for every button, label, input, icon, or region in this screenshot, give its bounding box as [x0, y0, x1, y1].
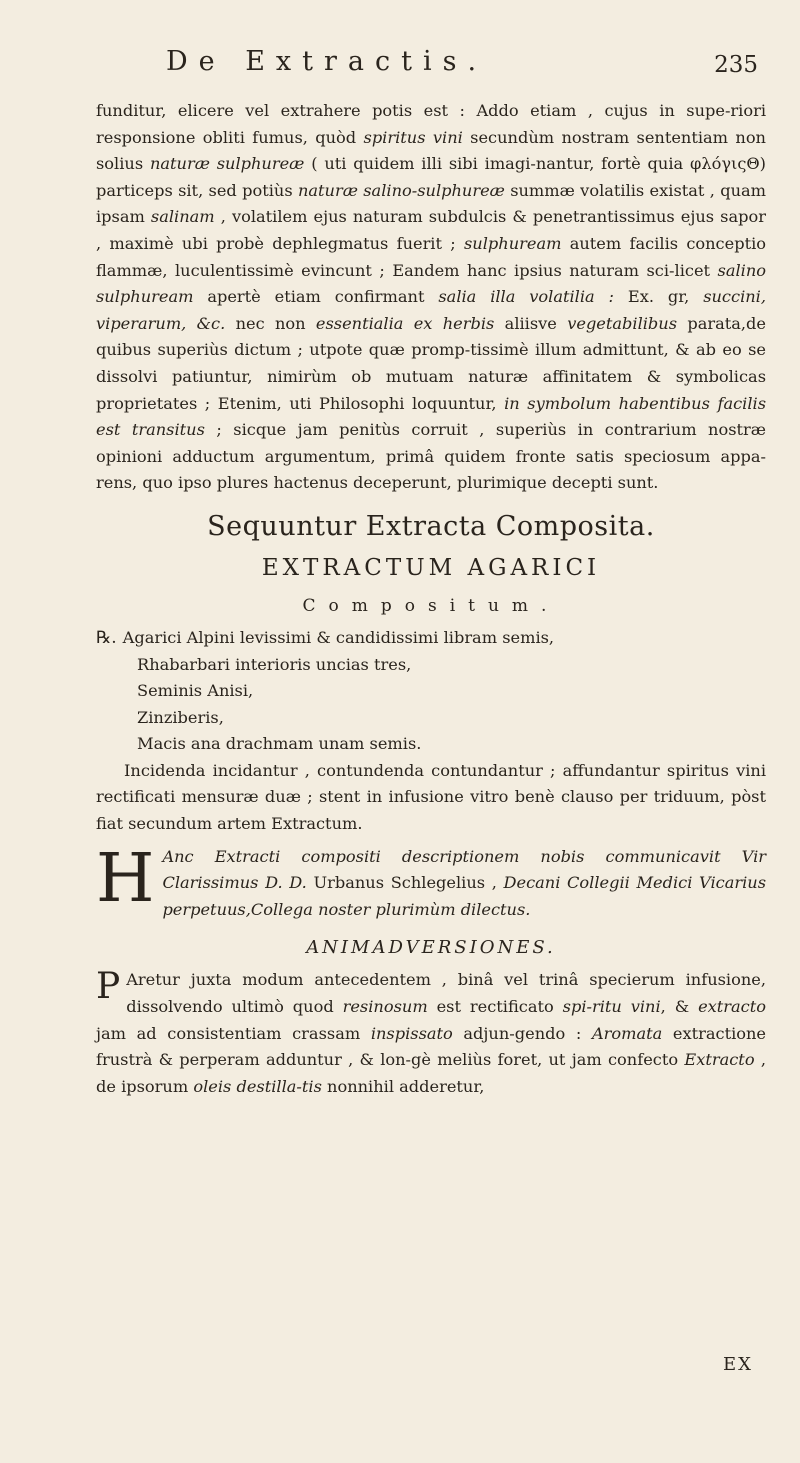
italic-run: naturæ sulphureæ: [149, 154, 305, 174]
text-run: , de ipsorum: [96, 1050, 766, 1096]
ingredient-line: [96, 625, 766, 652]
italic-run: salinam: [150, 207, 215, 227]
page-number: 235: [714, 52, 758, 78]
section-heading: Sequuntur Extracta Composita.: [207, 510, 655, 542]
italic-run: Aromata: [591, 1023, 663, 1043]
catchword: EX: [723, 1354, 753, 1375]
paragraph-preparation: Incidenda incidantur , contundenda contundantur ; affundantur spiritus vini rectificati mensuræ duæ ; stent in infusione vitro benè clauso per triduum, pòst fiat secundum artem Extractum.: [96, 760, 766, 834]
text-run: nonnihil adderetur,: [321, 1076, 485, 1096]
italic-run: Anc Extracti compositi descriptionem nobis communicavit Vir Clarissimus D. D.: [162, 846, 766, 893]
ingredient-text: Agarici Alpini levissimi & candidissimi libram semis,: [122, 627, 555, 647]
ingredient-line: Rhabarbari interioris uncias tres,: [137, 654, 412, 674]
running-title: De Extractis.: [166, 46, 488, 77]
italic-run: resinosum: [342, 997, 428, 1017]
text-run: jam ad consistentiam crassam: [96, 1023, 371, 1043]
recipe-ingredients: [96, 625, 766, 758]
text-run: autem facilis conceptio flammæ, luculentissimè evincunt ; Eandem hanc ipsius naturam sci-licet: [96, 233, 766, 280]
ingredient-line: Macis ana drachmam unam semis.: [137, 734, 422, 754]
recipe-title: EXTRACTUM AGARICI: [261, 554, 601, 581]
italic-run: essentialia ex herbis: [315, 313, 495, 333]
italic-run: salia illa volatilia :: [438, 287, 614, 307]
text-run: summæ volatilis existat , quam ipsam: [96, 180, 766, 227]
text-run: adjun-gendo :: [452, 1023, 592, 1043]
italic-run: inspissato: [370, 1023, 453, 1043]
italic-run: in symbolum habentibus facilis est transitus: [96, 393, 766, 440]
text-run: , &: [660, 997, 699, 1017]
italic-run: Extracto: [684, 1050, 755, 1070]
text-run: est rectificato: [427, 997, 563, 1017]
ingredient-line: Zinziberis,: [137, 707, 224, 727]
italic-run: succini, viperarum, &c.: [96, 287, 766, 333]
text-run: Urbanus Schlegelius ,: [306, 873, 504, 893]
italic-run: Decani Collegii Medici Vicarius perpetuus,Collega noster plurimùm dilectus.: [162, 873, 767, 919]
paragraph-attribution: [96, 838, 767, 924]
italic-run: sulphuream: [464, 233, 562, 253]
animadversiones-heading: ANIMADVERSIONES.: [306, 937, 556, 959]
text-run: Aretur juxta modum antecedentem , binâ vel trinâ specierum infusione, dissolvendo ultimò quod: [126, 970, 766, 1017]
paragraph-animadversiones: [96, 967, 766, 1100]
text-run: aliisve: [494, 313, 568, 333]
paragraph-spiritus-vini: [96, 98, 766, 497]
italic-run: oleis destilla-tis: [193, 1076, 322, 1096]
text-run: ; sicque jam penitùs corruit , superiùs in contrarium nostræ opinioni adductum argumentum, primâ quidem fronte satis speciosum appa-rens, quo ipso plures hactenus deceperunt, plurimique decepti sunt.: [96, 420, 766, 493]
italic-run: extracto: [698, 997, 766, 1017]
drop-cap: H: [96, 838, 155, 917]
italic-run: spiritus vini: [363, 127, 463, 147]
text-run: Ex. gr,: [614, 287, 704, 307]
body-text: [96, 98, 766, 1100]
text-run: secundùm nostram sententiam non solius: [96, 127, 766, 174]
italic-run: salino sulphuream: [96, 260, 766, 307]
recipe-symbol: ℞.: [96, 627, 117, 648]
text-run: apertè etiam confirmant: [193, 287, 439, 307]
ingredient-line: Seminis Anisi,: [137, 681, 254, 701]
italic-run: vegetabilibus: [567, 313, 678, 333]
italic-run: naturæ salino-sulphureæ: [297, 180, 505, 200]
text-run: funditur, elicere vel extrahere potis est : Addo etiam , cujus in supe-riori responsione obliti fumus, quòd: [96, 101, 766, 147]
drop-cap: P: [96, 966, 121, 1008]
italic-run: spi-ritu vini: [562, 997, 661, 1017]
text-run: , volatilem ejus naturam subdulcis & penetrantissimus ejus sapor , maximè ubi probè dephlegmatus fuerit ;: [96, 207, 766, 253]
page-header: [98, 46, 758, 90]
text-run: parata,de quibus superiùs dictum ; utpote quæ promp-tissimè illum admittunt, & ab eo se dissolvi patiuntur, nimirùm ob mutuam naturæ affinitatem & symbolicas proprietates ; Etenim, uti Philosophi loquuntur,: [96, 313, 766, 413]
text-run: nec non: [225, 313, 316, 333]
text-run: extractione frustrà & perperam adduntur , & lon-gè meliùs foret, ut jam confecto: [96, 1023, 767, 1070]
text-run: ( uti quidem illi sibi imagi-nantur, fortè quia φλόγιςΘ) particeps sit, sed potiùs: [96, 154, 766, 200]
recipe-subtitle: Compositum.: [302, 595, 560, 616]
